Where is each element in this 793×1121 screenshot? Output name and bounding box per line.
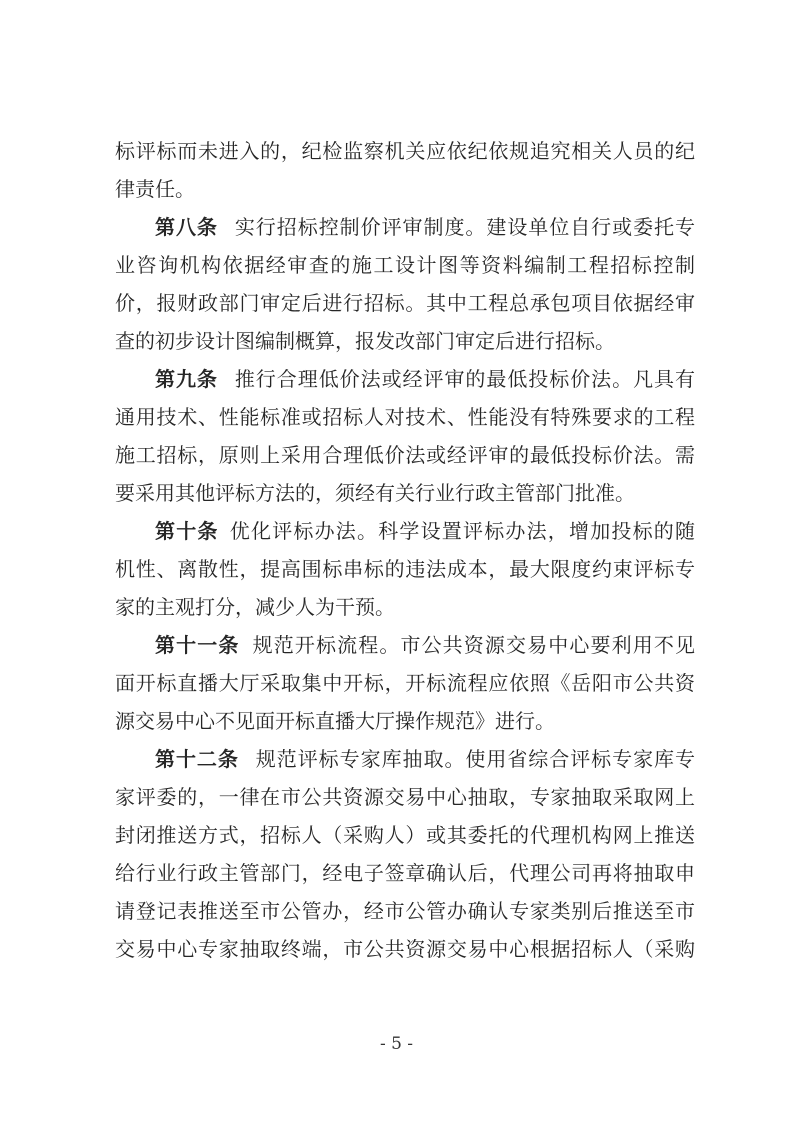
text-line: 面开标直播大厅采取集中开标，开标流程应依照《岳阳市公共资 — [115, 671, 695, 695]
article-9-first-line — [155, 367, 695, 391]
text-line: 家评委的，一律在市公共资源交易中心抽取，专家抽取采取网上 — [115, 785, 695, 809]
text-line: 机性、离散性，提高围标串标的违法成本，最大限度约束评标专 — [115, 557, 695, 581]
text-line: 交易中心专家抽取终端，市公共资源交易中心根据招标人（采购 — [115, 937, 695, 961]
article-8-first-line — [155, 215, 695, 239]
text-line: 优化评标办法。科学设置评标办法，增加投标的随 — [228, 519, 696, 543]
text-line: 查的初步设计图编制概算，报发改部门审定后进行招标。 — [115, 329, 615, 353]
article-11-first-line — [155, 633, 695, 657]
text-line: 标评标而未进入的，纪检监察机关应依纪依规追究相关人员的纪 — [115, 139, 695, 163]
text-line: 施工招标，原则上采用合理低价法或经评审的最低投标价法。需 — [115, 443, 695, 467]
text-line: 律责任。 — [115, 177, 195, 201]
text-line: 规范评标专家库抽取。使用省综合评标专家库专 — [254, 747, 696, 771]
article-12-first-line — [155, 747, 695, 771]
page-number: - 5 - — [379, 1034, 414, 1054]
text-line: 封闭推送方式，招标人（采购人）或其委托的代理机构网上推送 — [115, 823, 695, 847]
text-line: 通用技术、性能标准或招标人对技术、性能没有特殊要求的工程 — [115, 405, 695, 429]
text-line: 给行业行政主管部门，经电子签章确认后，代理公司再将抽取申 — [115, 861, 695, 885]
text-line: 实行招标控制价评审制度。建设单位自行或委托专 — [233, 215, 696, 239]
text-line: 源交易中心不见面开标直播大厅操作规范》进行。 — [115, 709, 555, 733]
text-line: 业咨询机构依据经审查的施工设计图等资料编制工程招标控制 — [115, 253, 695, 277]
article-10-first-line — [155, 519, 695, 543]
article-heading: 第八条 — [155, 215, 218, 239]
text-line: 价，报财政部门审定后进行招标。其中工程总承包项目依据经审 — [115, 291, 695, 315]
text-line: 要采用其他评标方法的，须经有关行业行政主管部门批准。 — [115, 481, 635, 505]
text-line: 家的主观打分，减少人为干预。 — [115, 595, 395, 619]
article-heading: 第九条 — [155, 367, 218, 391]
article-heading: 第十一条 — [155, 633, 240, 657]
article-heading: 第十条 — [155, 519, 219, 543]
text-line: 规范开标流程。市公共资源交易中心要利用不见 — [251, 633, 696, 657]
article-heading: 第十二条 — [155, 747, 239, 771]
text-line: 请登记表推送至市公管办，经市公管办确认专家类别后推送至市 — [115, 899, 695, 923]
text-line: 推行合理低价法或经评审的最低投标价法。凡具有 — [233, 367, 696, 391]
